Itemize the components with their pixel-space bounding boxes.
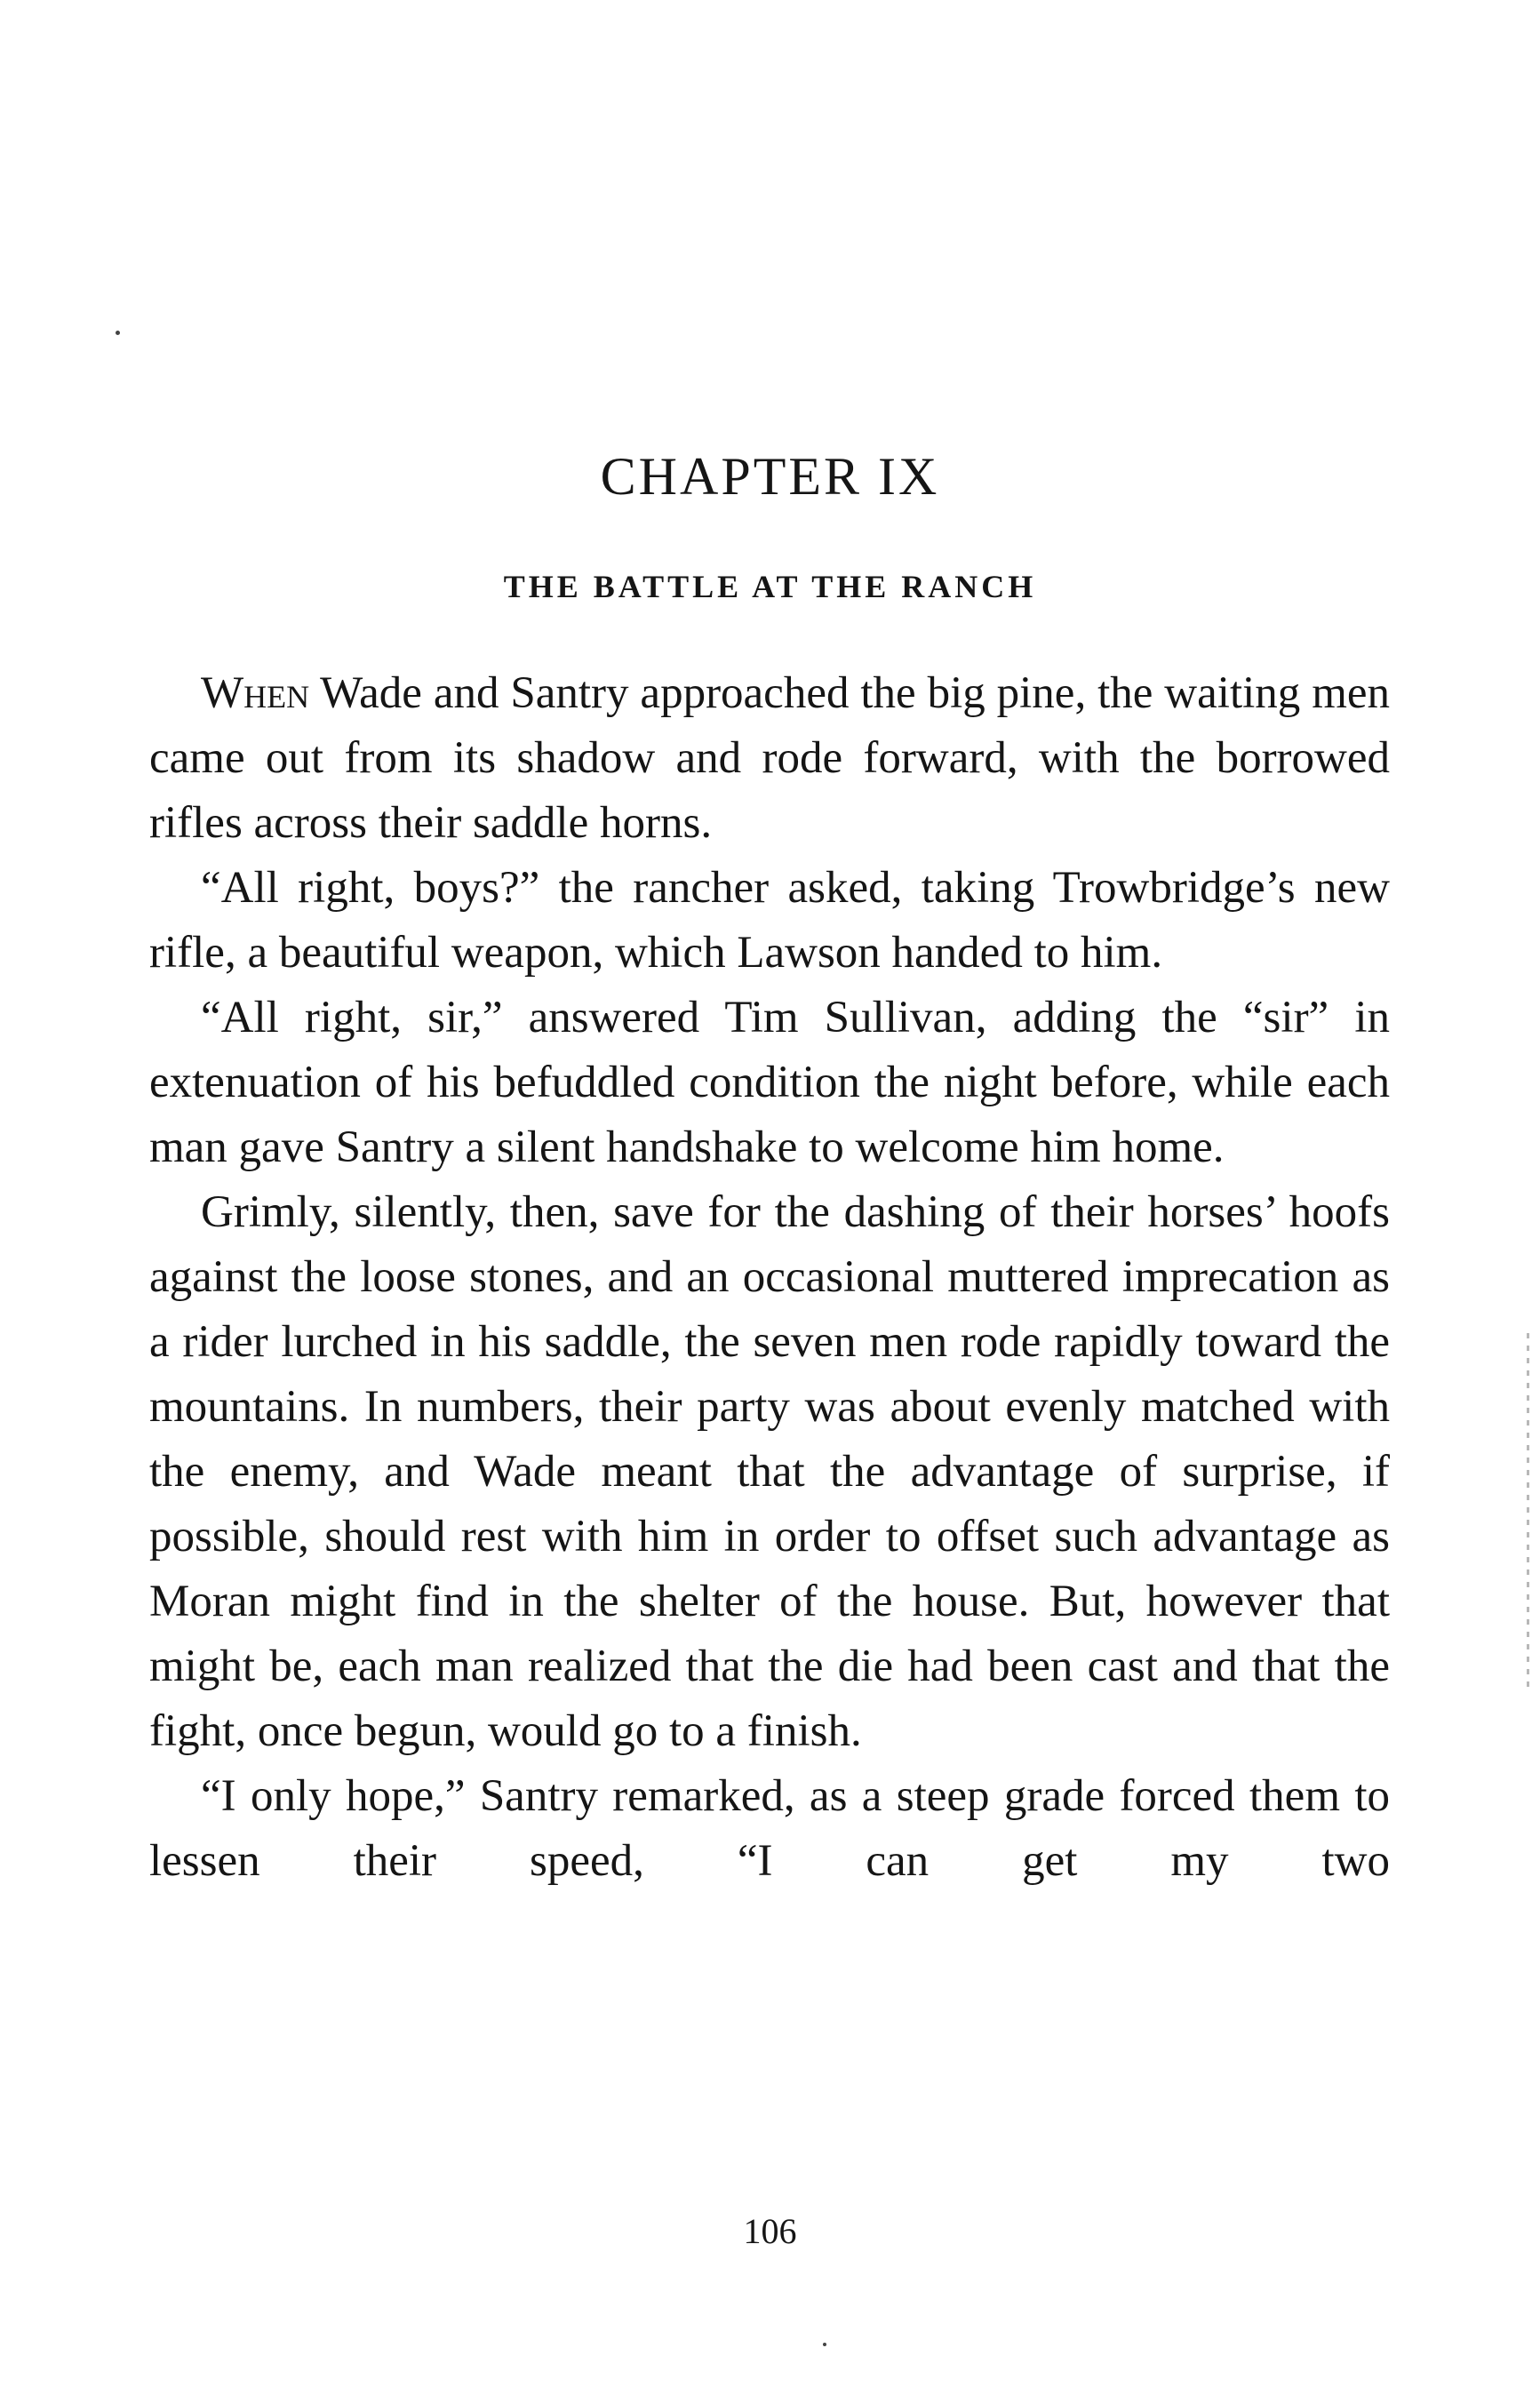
- chapter-title: CHAPTER IX: [600, 447, 940, 506]
- paragraph-2: “All right, boys?” the rancher asked, taking Trowbridge’s new rifle, a beautiful weapon, which Lawson handed to him.: [149, 863, 1390, 978]
- paragraph-1-text: Wade and Santry approached the big pine, the waiting men came out from its shadow and rode forward, with the borrowed rifles across their saddle horns.: [149, 668, 1390, 848]
- page-number: 106: [743, 2211, 797, 2251]
- paragraph-lead-word: When: [201, 668, 310, 718]
- paragraph-5: “I only hope,” Santry remarked, as a steep grade forced them to lessen their speed, “I can get my two: [149, 1771, 1390, 1886]
- body-text: [149, 661, 1390, 1894]
- scan-speck: [116, 331, 120, 335]
- paragraph-1: [149, 661, 1390, 856]
- paragraph-4: Grimly, silently, then, save for the dashing of their horses’ hoofs against the loose stones, and an occasional muttered imprecation as a rider lurched in his saddle, the seven men rode rapidly toward the mountains. In numbers, their party was about evenly matched with the enemy, and Wade meant that the advantage of surprise, if possible, should rest with him in order to offset such advantage as Moran might find in the shelter of the house. But, however that might be, each man realized that the die had been cast and that the fight, once begun, would go to a finish.: [149, 1187, 1390, 1756]
- chapter-subtitle: THE BATTLE AT THE RANCH: [503, 569, 1037, 604]
- scan-margin-mark: [1527, 1333, 1529, 1689]
- paragraph-3: “All right, sir,” answered Tim Sullivan, adding the “sir” in extenuation of his befuddled condition the night before, while each man gave Santry a silent handshake to welcome him home.: [149, 993, 1390, 1172]
- scan-speck: [823, 2343, 826, 2346]
